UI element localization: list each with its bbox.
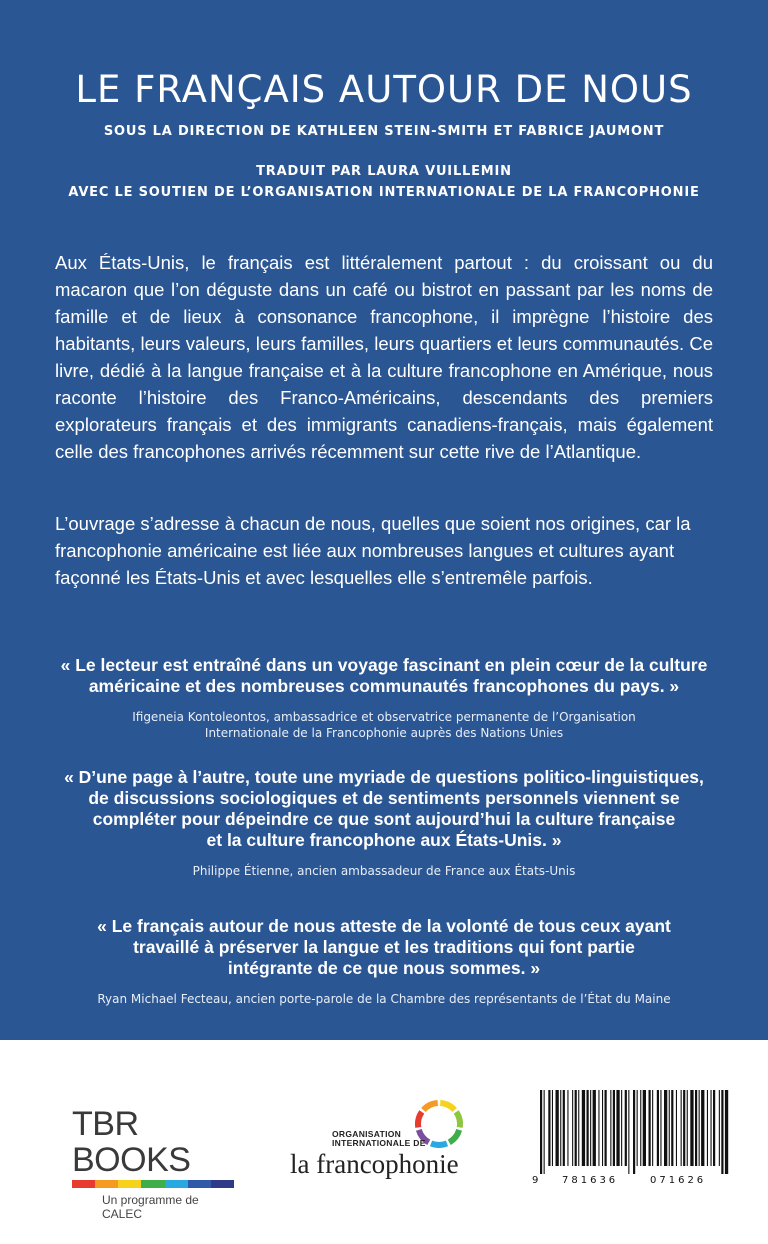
color-bar-segment	[188, 1180, 211, 1188]
barcode-bar	[605, 1090, 607, 1166]
ring-arc	[423, 1103, 437, 1110]
barcode-bar	[613, 1090, 615, 1166]
color-bar-segment	[165, 1180, 188, 1188]
barcode-bar	[676, 1090, 677, 1166]
quote-line: « D’une page à l’autre, toute une myriade de questions politico-linguistiques,	[64, 767, 704, 787]
barcode-bar	[701, 1090, 704, 1166]
barcode-bar	[587, 1090, 589, 1166]
color-bar-segment	[118, 1180, 141, 1188]
barcode-bar	[711, 1090, 712, 1166]
barcode-bar	[643, 1090, 646, 1166]
footer-logos	[0, 1040, 768, 1244]
ring-arc	[440, 1103, 454, 1110]
barcode-bar	[649, 1090, 651, 1166]
oif-line1: ORGANISATION	[332, 1129, 402, 1139]
quote-line: compléter pour dépeindre ce que sont aujourd’hui la culture française	[92, 809, 676, 829]
oif-small-text	[332, 1130, 426, 1148]
barcode-bar	[602, 1090, 603, 1166]
barcode-bar	[572, 1090, 573, 1166]
barcode-bar	[544, 1090, 545, 1174]
tbr-books-logo	[72, 1105, 237, 1221]
review-quote	[20, 916, 748, 1007]
barcode-digit-first: 9	[532, 1175, 539, 1186]
barcode-bar	[567, 1090, 568, 1166]
barcode-bar	[616, 1090, 619, 1166]
isbn-barcode	[532, 1090, 734, 1196]
barcode-bar	[683, 1090, 685, 1166]
barcode-bar	[707, 1090, 708, 1166]
barcode-bar	[552, 1090, 553, 1166]
publisher-name: TBR BOOKS	[72, 1105, 191, 1179]
barcode-bar	[657, 1090, 659, 1166]
quote-line: travaillé à préserver la langue et les traditions qui font partie	[133, 937, 635, 957]
barcode-bar	[582, 1090, 585, 1166]
barcode-bar	[699, 1090, 700, 1166]
book-title: LE FRANÇAIS AUTOUR DE NOUS	[75, 68, 693, 111]
publisher-subtitle: Un programme de CALEC	[102, 1193, 199, 1221]
barcode-bar	[695, 1090, 697, 1166]
color-bar-segment	[211, 1180, 234, 1188]
ring-arc	[418, 1112, 422, 1128]
barcode-bar	[560, 1090, 561, 1166]
barcode-bar	[687, 1090, 688, 1166]
ring-arc	[456, 1112, 460, 1128]
quote-attribution: Ryan Michael Fecteau, ancien porte-parole de la Chambre des représentants de l’État du Maine	[97, 992, 671, 1006]
barcode-bar	[593, 1090, 596, 1166]
quote-attribution: Ifigeneia Kontoleontos, ambassadrice et observatrice permanente de l’Organisation Internationale de la Francophonie auprès des Nations Unies	[132, 710, 636, 740]
review-quote	[40, 767, 728, 879]
credits-block	[0, 161, 768, 203]
barcode-bar	[556, 1090, 559, 1166]
color-bar-segment	[72, 1180, 95, 1188]
quote-line: intégrante de ce que nous sommes. »	[227, 958, 541, 978]
quote-line: « Le lecteur est entraîné dans un voyage fascinant en plein cœur de la culture	[60, 655, 708, 675]
oif-line2: INTERNATIONALE DE	[332, 1138, 426, 1148]
oif-name: la francophonie	[290, 1149, 459, 1179]
barcode-bar	[578, 1090, 579, 1166]
barcode-bar	[690, 1090, 693, 1166]
editors-line: SOUS LA DIRECTION DE KATHLEEN STEIN-SMITH ET FABRICE JAUMONT	[103, 124, 665, 139]
barcode-group-2: 071626	[650, 1175, 707, 1186]
translator-line: TRADUIT PAR LAURA VUILLEMIN	[256, 164, 512, 179]
francophonie-logo	[290, 1098, 470, 1198]
barcode-bar	[713, 1090, 715, 1166]
barcode-bar	[640, 1090, 641, 1166]
color-bar-segment	[141, 1180, 164, 1188]
quote-line: « Le français autour de nous atteste de la volonté de tous ceux ayant	[97, 916, 671, 936]
barcode-bar	[664, 1090, 667, 1166]
quote-text	[20, 916, 748, 979]
barcode-bar	[621, 1090, 622, 1166]
color-bar	[72, 1180, 234, 1188]
barcode-bar	[719, 1090, 720, 1166]
blurb-paragraph-1: Aux États-Unis, le français est littéralement partout : du croissant ou du macaron que l’on déguste dans un café ou bistrot en passant par les noms de famille et de lieux à consonance francophone, il imprègne l’histoire des habitants, leurs valeurs, leurs familles, leurs quartiers et leurs communautés. Ce livre, dédié à la langue française et à la culture francophone en Amérique, nous raconte l’histoire des Franco-Américains, descendants des premiers explorateurs français et des immigrants canadiens-français, mais également celle des francophones arrivés récemment sur cette rive de l’Atlantique.	[55, 252, 713, 462]
support-line: AVEC LE SOUTIEN DE L’ORGANISATION INTERNATIONALE DE LA FRANCOPHONIE	[68, 185, 700, 200]
review-quote	[40, 655, 728, 741]
barcode-group-1: 781636	[562, 1175, 619, 1186]
barcode-bar	[652, 1090, 653, 1166]
barcode-bar	[540, 1090, 542, 1174]
barcode-bar	[633, 1090, 635, 1174]
quote-text	[40, 767, 728, 851]
barcode-bar	[637, 1090, 638, 1166]
barcode-bar	[628, 1090, 629, 1174]
quote-text	[40, 655, 728, 697]
barcode-bar	[660, 1090, 661, 1166]
color-bar-segment	[95, 1180, 118, 1188]
ring-arc	[449, 1130, 459, 1142]
barcode-bar	[575, 1090, 577, 1166]
quote-line: américaine et des nombreuses communautés francophones du pays. »	[88, 676, 680, 696]
quote-line: et la culture francophone aux États-Unis. »	[206, 830, 562, 850]
quote-attribution: Philippe Étienne, ancien ambassadeur de France aux États-Unis	[192, 864, 576, 878]
barcode-bar	[671, 1090, 673, 1166]
barcode-bar	[681, 1090, 682, 1166]
barcode-bar	[590, 1090, 591, 1166]
ring-arc	[431, 1143, 447, 1145]
barcode-bar	[721, 1090, 723, 1174]
barcode-bar	[563, 1090, 565, 1166]
barcode-bars	[540, 1090, 730, 1174]
quote-line: de discussions sociologiques et de sentiments personnels viennent se	[88, 788, 680, 808]
barcode-bar	[625, 1090, 627, 1166]
barcode-bar	[548, 1090, 550, 1166]
blurb-paragraph-2: L’ouvrage s’adresse à chacun de nous, quelles que soient nos origines, car la francophonie américaine est liée aux nombreuses langues et cultures ayant façonné les États-Unis et avec lesquelles elle s’entremêle parfois.	[55, 513, 691, 588]
barcode-bar	[610, 1090, 611, 1166]
barcode-bar	[669, 1090, 670, 1166]
barcode-bar	[725, 1090, 728, 1174]
barcode-bar	[598, 1090, 599, 1166]
